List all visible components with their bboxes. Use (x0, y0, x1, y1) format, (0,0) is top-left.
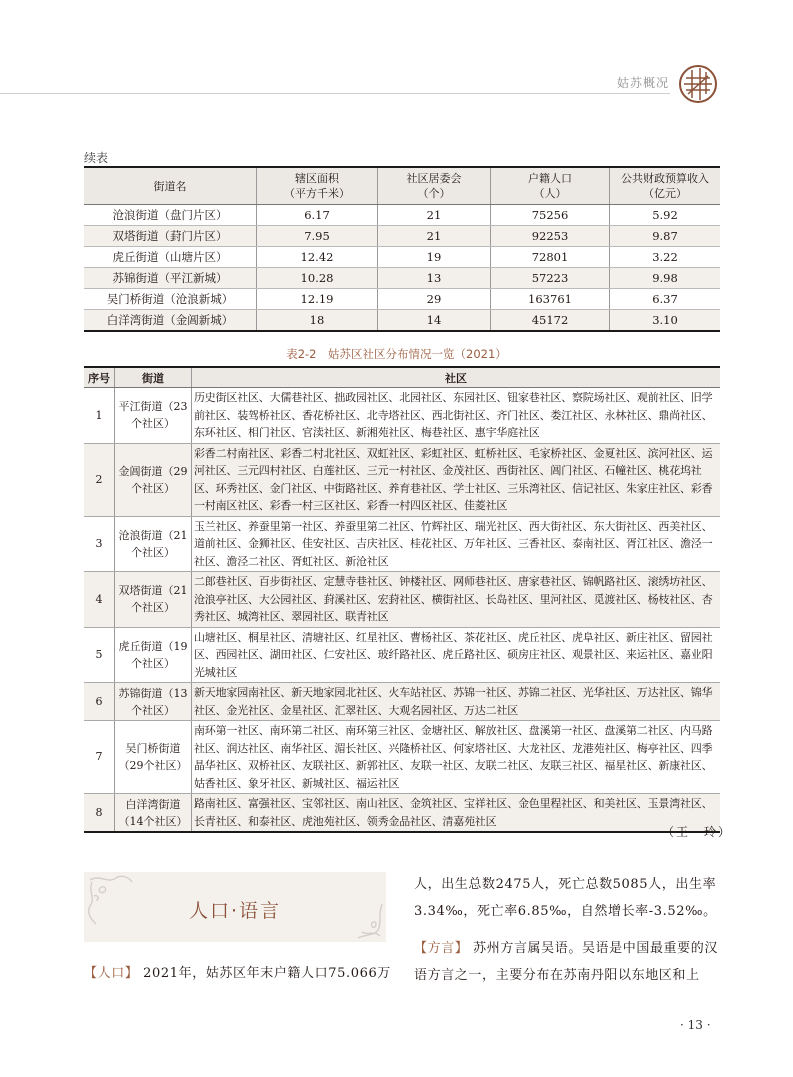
cell-population: 45172 (491, 310, 610, 332)
table-row (84, 310, 720, 332)
header-unit: （人） (533, 187, 567, 200)
population-text: 2021年，姑苏区年末户籍人口75.066万 (143, 966, 391, 981)
header-unit: （亿元） (643, 187, 687, 200)
cell-communities: 玉兰社区、养蚕里第一社区、养蚕里第二社区、竹辉社区、瑞光社区、西大街社区、东大街社区、西美社区、道前社区、金狮社区、佳安社区、吉庆社区、桂花社区、万年社区、三香社区、泰南社区、胥江社区、澹泾一社区、澹泾二社区、胥虹社区、新沧社区 (192, 516, 721, 572)
cell-street: 苏锦街道（13个社区） (115, 683, 192, 721)
section-banner (84, 872, 386, 942)
cell-street: 平江街道（23个社区） (115, 388, 192, 444)
header-unit: （个） (417, 187, 451, 200)
col-header-committees (378, 167, 491, 205)
table-row (84, 205, 720, 226)
section-title: 人口·语言 (188, 900, 282, 922)
street-stats-table (84, 166, 720, 332)
col-header-population (491, 167, 610, 205)
cell-communities: 路南社区、富强社区、宝邻社区、南山社区、金筑社区、宝祥社区、金色里程社区、和美社区、玉景湾社区、长青社区、和泰社区、虎池苑社区、领秀金品社区、清嘉苑社区 (192, 794, 721, 833)
cell-committees: 29 (378, 289, 491, 310)
page-number: · 13 · (680, 1018, 711, 1032)
cell-communities: 山塘社区、桐星社区、清塘社区、红星社区、曹杨社区、茶花社区、虎丘社区、虎阜社区、新庄社区、留园社区、西园社区、湖田社区、仁安社区、玻纤路社区、虎丘路社区、硕房庄社区、观景社区、来运社区、嘉业阳光城社区 (192, 627, 721, 683)
population-tag: 【人口】 (84, 966, 139, 981)
author-credit: （王 玲） (662, 825, 733, 839)
col-header-no: 序号 (84, 367, 115, 388)
cell-street: 吴门桥街道（29个社区） (115, 721, 192, 794)
cell-street: 沧浪街道（21个社区） (115, 516, 192, 572)
cell-number: 4 (84, 572, 115, 628)
table-row (84, 794, 720, 833)
population-paragraph-continued: 人，出生总数2475人，死亡总数5085人，出生率3.34‰，死亡率6.85‰，自然增长率-3.52‰。 (414, 877, 717, 919)
table-row (84, 683, 720, 721)
cell-area: 6.17 (257, 205, 378, 226)
cell-number: 3 (84, 516, 115, 572)
table-row (84, 226, 720, 247)
cell-population: 57223 (491, 268, 610, 289)
cell-communities: 彩香二村南社区、彩香二村北社区、双虹社区、彩虹社区、虹桥社区、毛家桥社区、金夏社区、滨河社区、运河社区、三元四村社区、白莲社区、三元一村社区、金茂社区、西街社区、阊门社区、石幢社区、桃花坞社区、环秀社区、金门社区、中街路社区、养育巷社区、学士社区、三乐湾社区、信记社区、朱家庄社区、彩香一村南区社区、彩香一村三区社区、彩香一村四区社区、佳菱社区 (192, 443, 721, 516)
dialect-text: 苏州方言属吴语。吴语是中国最重要的汉语方言之一，主要分布在苏南丹阳以东地区和上 (414, 941, 718, 983)
header-text: 街道名 (153, 179, 187, 193)
cell-number: 6 (84, 683, 115, 721)
cell-number: 8 (84, 794, 115, 833)
header-text: 户籍人口 (528, 172, 572, 185)
cell-street: 虎丘街道（19个社区） (115, 627, 192, 683)
col-header-street: 街道 (115, 367, 192, 388)
continued-table-label: 续表 (84, 151, 109, 165)
header-text: 辖区面积 (295, 172, 339, 185)
table-row (84, 443, 720, 516)
cell-revenue: 6.37 (610, 289, 721, 310)
cell-area: 12.42 (257, 247, 378, 268)
table-row (84, 289, 720, 310)
cell-street: 双塔街道（葑门片区） (84, 226, 257, 247)
cell-population: 72801 (491, 247, 610, 268)
cell-communities: 历史街区社区、大儒巷社区、拙政园社区、北园社区、东园社区、钮家巷社区、察院场社区、观前社区、旧学前社区、装驾桥社区、香花桥社区、北寺塔社区、西北街社区、齐门社区、娄江社区、永林社区、鼎尚社区、东环社区、相门社区、官渎社区、新湘苑社区、梅巷社区、惠宇华庭社区 (192, 388, 721, 444)
cell-committees: 14 (378, 310, 491, 332)
cell-street: 白洋湾街道（14个社区） (115, 794, 192, 833)
cell-street: 苏锦街道（平江新城） (84, 268, 257, 289)
cell-communities: 新天地家园南社区、新天地家园北社区、火车站社区、苏锦一社区、苏锦二社区、光华社区、万达社区、锦华社区、金光社区、金星社区、汇翠社区、大观名园社区、万达二社区 (192, 683, 721, 721)
cell-area: 12.19 (257, 289, 378, 310)
cell-area: 7.95 (257, 226, 378, 247)
header-rule (0, 93, 670, 94)
cell-committees: 21 (378, 205, 491, 226)
table-header-row (84, 367, 720, 388)
table-caption: 表2-2 姑苏区社区分布情况一览（2021） (286, 347, 507, 361)
table-row (84, 516, 720, 572)
header-text: 社区居委会 (406, 172, 462, 185)
col-header-area (257, 167, 378, 205)
cell-committees: 19 (378, 247, 491, 268)
cell-revenue: 3.22 (610, 247, 721, 268)
cell-street: 白洋湾街道（金阊新城） (84, 310, 257, 332)
cell-area: 18 (257, 310, 378, 332)
header-unit: （平方千米） (284, 187, 350, 200)
cell-street: 双塔街道（21个社区） (115, 572, 192, 628)
cell-number: 2 (84, 443, 115, 516)
running-header-title: 姑苏概况 (617, 76, 670, 90)
header-text: 公共财政预算收入 (621, 172, 709, 185)
cell-street: 虎丘街道（山塘片区） (84, 247, 257, 268)
table-row (84, 388, 720, 444)
col-header-communities: 社区 (192, 367, 721, 388)
table-row (84, 268, 720, 289)
table-row (84, 247, 720, 268)
cell-committees: 13 (378, 268, 491, 289)
cell-communities: 南环第一社区、南环第二社区、南环第三社区、金塘社区、解放社区、盘溪第一社区、盘溪第二社区、内马路社区、润达社区、南华社区、湄长社区、兴隆桥社区、何家塔社区、大龙社区、龙港苑社区、梅亭社区、四季晶华社区、双桥社区、友联社区、新郭社区、友联一社区、友联二社区、友联三社区、福星社区、新康社区、姑香社区、象牙社区、新城社区、福运社区 (192, 721, 721, 794)
cell-number: 1 (84, 388, 115, 444)
cell-street: 吴门桥街道（沧浪新城） (84, 289, 257, 310)
cell-revenue: 3.10 (610, 310, 721, 332)
table-row (84, 572, 720, 628)
community-distribution-table (84, 366, 720, 833)
dialect-paragraph (414, 935, 724, 989)
col-header-street (84, 167, 257, 205)
cell-number: 7 (84, 721, 115, 794)
cell-population: 92253 (491, 226, 610, 247)
gusu-seal-logo-icon (678, 64, 718, 104)
cell-population: 75256 (491, 205, 610, 226)
cell-revenue: 9.98 (610, 268, 721, 289)
cell-committees: 21 (378, 226, 491, 247)
cell-population: 163761 (491, 289, 610, 310)
cell-area: 10.28 (257, 268, 378, 289)
cell-street: 金阊街道（29个社区） (115, 443, 192, 516)
table-row (84, 721, 720, 794)
cell-street: 沧浪街道（盘门片区） (84, 205, 257, 226)
population-paragraph (84, 960, 394, 987)
cell-revenue: 9.87 (610, 226, 721, 247)
cell-number: 5 (84, 627, 115, 683)
dialect-tag: 【方言】 (414, 941, 469, 956)
table-header-row (84, 167, 720, 205)
col-header-revenue (610, 167, 721, 205)
table-row (84, 627, 720, 683)
cell-communities: 二郎巷社区、百步街社区、定慧寺巷社区、钟楼社区、网师巷社区、唐家巷社区、锦帆路社区、滚绣坊社区、沧浪亭社区、大公园社区、葑溪社区、宏葑社区、横街社区、长岛社区、里河社区、觅渡社区、杨枝社区、杏秀社区、城湾社区、翠园社区、联青社区 (192, 572, 721, 628)
cell-revenue: 5.92 (610, 205, 721, 226)
